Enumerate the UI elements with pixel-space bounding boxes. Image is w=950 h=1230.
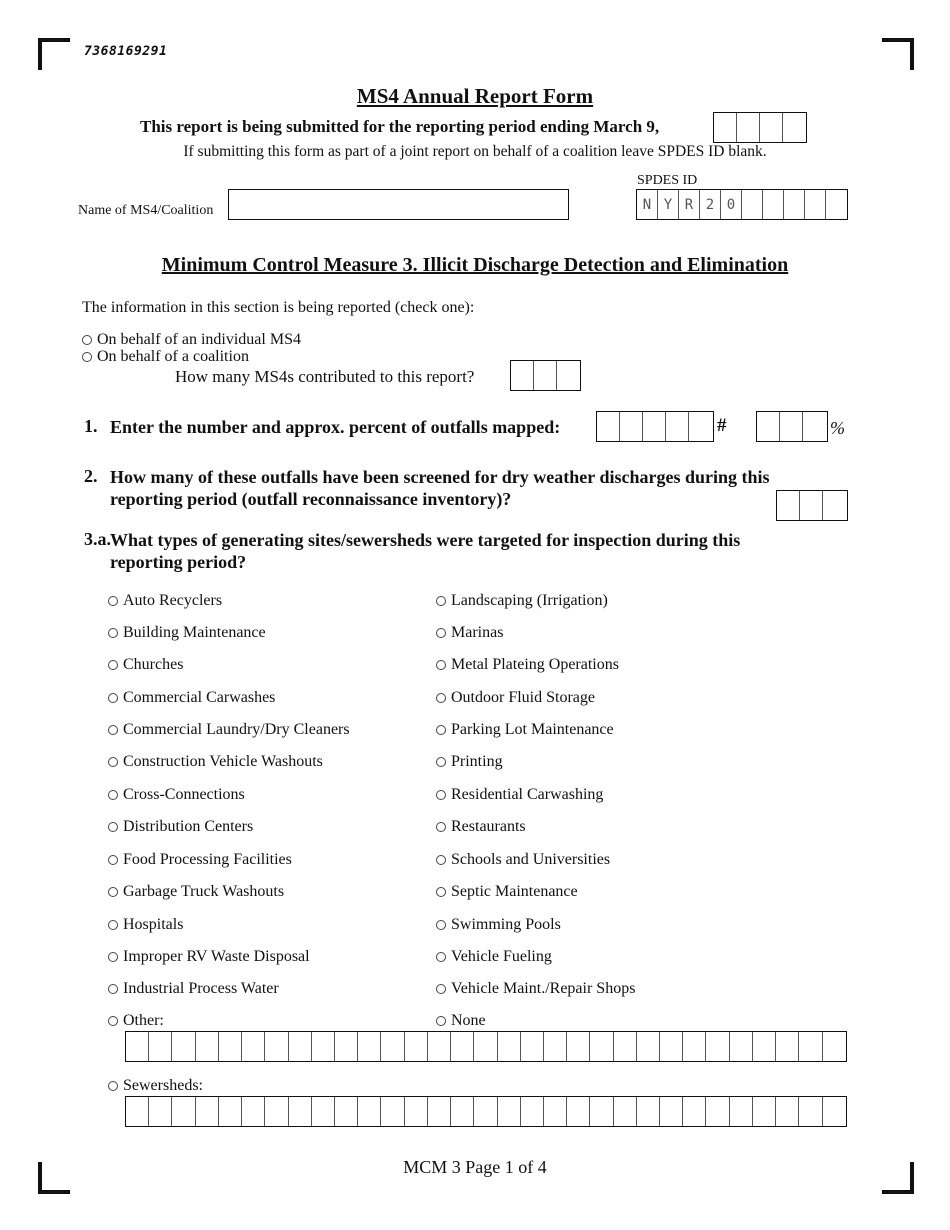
char-box[interactable] [590,1032,613,1061]
option-label: Commercial Laundry/Dry Cleaners [123,721,350,738]
radio-icon[interactable] [436,822,446,832]
radio-icon[interactable] [108,757,118,767]
site-option[interactable] [436,980,635,998]
char-box[interactable] [335,1032,358,1061]
radio-icon[interactable] [436,725,446,735]
digit-box[interactable] [597,412,620,441]
radio-icon[interactable] [436,660,446,670]
char-box[interactable] [265,1097,288,1126]
reporting-year-field[interactable] [713,112,807,143]
radio-icon[interactable] [108,693,118,703]
site-option[interactable] [108,753,323,771]
char-box[interactable] [730,1032,753,1061]
option-label: Outdoor Fluid Storage [451,689,595,706]
spdes-char-box: 0 [721,190,742,219]
site-option[interactable] [436,624,503,642]
char-box[interactable] [660,1097,683,1126]
radio-icon[interactable] [436,920,446,930]
char-box[interactable] [637,1032,660,1061]
option-label: Marinas [451,624,504,641]
site-option[interactable] [436,656,619,674]
spdes-char-box[interactable] [742,190,763,219]
option-label: Distribution Centers [123,818,254,835]
char-box[interactable] [753,1097,776,1126]
char-box[interactable] [289,1032,312,1061]
char-box[interactable] [823,1032,846,1061]
question-2-number: 2. [84,466,98,486]
site-option[interactable] [108,786,245,804]
form-title: MS4 Annual Report Form [356,84,594,108]
radio-icon[interactable] [108,790,118,800]
char-box[interactable] [428,1032,451,1061]
other-text-field[interactable] [125,1031,847,1062]
digit-box[interactable] [511,361,534,390]
radio-icon[interactable] [108,984,118,994]
digit-box[interactable] [666,412,689,441]
char-box[interactable] [614,1097,637,1126]
char-box[interactable] [242,1032,265,1061]
spdes-id-label: SPDES ID [637,173,698,188]
char-box[interactable] [776,1097,799,1126]
char-box[interactable] [544,1097,567,1126]
char-box[interactable] [521,1097,544,1126]
option-label: Restaurants [451,818,526,835]
site-option[interactable] [436,883,578,901]
char-box[interactable] [289,1097,312,1126]
ms4-name-input[interactable] [228,189,569,220]
radio-icon[interactable] [436,1016,446,1026]
digit-box[interactable] [800,491,823,520]
option-label: Hospitals [123,916,184,933]
radio-icon[interactable] [108,887,118,897]
option-label: None [451,1012,486,1029]
char-box[interactable] [498,1032,521,1061]
char-box[interactable] [219,1032,242,1061]
char-box[interactable] [544,1032,567,1061]
option-label: Septic Maintenance [451,883,578,900]
char-box[interactable] [451,1032,474,1061]
char-box[interactable] [474,1097,497,1126]
option-label: Landscaping (Irrigation) [451,592,608,609]
site-option[interactable] [436,948,552,966]
char-box[interactable] [149,1097,172,1126]
percent-sign: % [830,418,845,438]
option-label: Food Processing Facilities [123,851,292,868]
outfalls-mapped-percent-field[interactable] [756,411,828,442]
outfalls-mapped-number-field[interactable] [596,411,714,442]
digit-box[interactable] [823,491,847,520]
digit-box[interactable] [757,412,780,441]
spdes-id-field[interactable] [636,189,848,220]
site-option[interactable] [436,689,595,707]
char-box[interactable] [706,1097,729,1126]
option-label: On behalf of an individual MS4 [97,331,301,348]
site-option[interactable] [108,851,292,869]
char-box[interactable] [428,1097,451,1126]
site-option-sewersheds[interactable] [108,1077,203,1095]
spdes-char-box: N [637,190,658,219]
option-label: Parking Lot Maintenance [451,721,614,738]
site-option[interactable] [436,851,610,869]
site-option[interactable] [436,818,526,836]
option-label: Vehicle Fueling [451,948,552,965]
radio-icon[interactable] [436,693,446,703]
outfalls-screened-field[interactable] [776,490,848,521]
char-box[interactable] [196,1032,219,1061]
char-box[interactable] [660,1032,683,1061]
char-box[interactable] [451,1097,474,1126]
site-option-none[interactable] [436,1012,486,1030]
char-box[interactable] [126,1097,149,1126]
char-box[interactable] [358,1032,381,1061]
char-box[interactable] [498,1097,521,1126]
site-option[interactable] [436,786,603,804]
digit-box[interactable] [620,412,643,441]
question-2-text: How many of these outfalls have been screened for dry weather discharges during this reporting period (outfall reconnaissance inventory)? [110,467,770,509]
radio-icon[interactable] [108,1081,118,1091]
option-label: Industrial Process Water [123,980,279,997]
option-label: Construction Vehicle Washouts [123,753,323,770]
site-option[interactable] [436,916,561,934]
option-label: Swimming Pools [451,916,561,933]
char-box[interactable] [149,1032,172,1061]
site-option[interactable] [108,624,266,642]
digit-box[interactable] [803,412,827,441]
radio-icon[interactable] [436,596,446,606]
radio-icon[interactable] [108,952,118,962]
site-option[interactable] [108,883,284,901]
char-box[interactable] [637,1097,660,1126]
site-option[interactable] [436,721,614,739]
char-box[interactable] [590,1097,613,1126]
option-label: Building Maintenance [123,624,266,641]
option-label: Improper RV Waste Disposal [123,948,310,965]
char-box[interactable] [776,1032,799,1061]
radio-icon[interactable] [108,822,118,832]
year-digit-box[interactable] [783,113,806,142]
site-option[interactable] [108,818,253,836]
option-label: Garbage Truck Washouts [123,883,285,900]
radio-icon[interactable] [82,352,92,362]
digit-box[interactable] [534,361,557,390]
radio-icon[interactable] [436,855,446,865]
digit-box[interactable] [689,412,713,441]
number-sign: # [717,415,727,436]
year-digit-box[interactable] [760,113,783,142]
site-option[interactable] [436,753,503,771]
site-option[interactable] [108,948,310,966]
radio-icon[interactable] [108,628,118,638]
char-box[interactable] [567,1032,590,1061]
option-label: Metal Plateing Operations [451,656,619,673]
radio-icon[interactable] [108,1016,118,1026]
option-label: Schools and Universities [451,851,611,868]
corner-mark-top-left [38,38,70,70]
char-box[interactable] [381,1097,404,1126]
char-box[interactable] [823,1097,846,1126]
spdes-char-box[interactable] [784,190,805,219]
question-1-text: Enter the number and approx. percent of outfalls mapped: [110,417,561,437]
radio-icon[interactable] [82,335,92,345]
char-box[interactable] [799,1032,822,1061]
spdes-char-box[interactable] [826,190,847,219]
radio-icon[interactable] [108,725,118,735]
site-option[interactable] [108,689,275,707]
char-box[interactable] [405,1097,428,1126]
spdes-char-box[interactable] [763,190,784,219]
char-box[interactable] [730,1097,753,1126]
info-text: The information in this section is being reported (check one): [82,299,475,316]
option-label: On behalf of a coalition [97,348,249,365]
question-3a-number: 3.a. [84,529,111,549]
char-box[interactable] [474,1032,497,1061]
sewersheds-text-field[interactable] [125,1096,847,1127]
radio-icon[interactable] [108,920,118,930]
how-many-ms4s-label: How many MS4s contributed to this report? [175,367,475,386]
site-option[interactable] [108,916,183,934]
char-box[interactable] [196,1097,219,1126]
char-box[interactable] [219,1097,242,1126]
radio-icon[interactable] [436,628,446,638]
option-label: Other: [123,1012,164,1029]
option-label: Cross-Connections [123,786,245,803]
radio-icon[interactable] [436,887,446,897]
spdes-char-box: Y [658,190,679,219]
char-box[interactable] [614,1032,637,1061]
char-box[interactable] [335,1097,358,1126]
site-option[interactable] [108,656,183,674]
ms4-name-label: Name of MS4/Coalition [78,203,214,218]
option-label: Sewersheds: [123,1077,203,1094]
radio-icon[interactable] [108,855,118,865]
char-box[interactable] [172,1032,195,1061]
option-label: Churches [123,656,184,673]
page-footer: MCM 3 Page 1 of 4 [403,1157,547,1177]
char-box[interactable] [567,1097,590,1126]
option-label: Printing [451,753,503,770]
spdes-char-box: 2 [700,190,721,219]
char-box[interactable] [521,1032,544,1061]
digit-box[interactable] [777,491,800,520]
site-option-other[interactable] [108,1012,164,1030]
option-label: Auto Recyclers [123,592,223,609]
question-3a-text: What types of generating sites/sewersheds were targeted for inspection during this reporting period? [110,530,741,572]
char-box[interactable] [242,1097,265,1126]
option-label: Commercial Carwashes [123,689,276,706]
option-coalition[interactable] [82,348,249,366]
question-1-number: 1. [84,416,98,436]
char-box[interactable] [312,1097,335,1126]
site-option[interactable] [108,980,279,998]
radio-icon[interactable] [108,596,118,606]
spdes-char-box[interactable] [805,190,826,219]
spdes-char-box: R [679,190,700,219]
char-box[interactable] [683,1032,706,1061]
char-box[interactable] [312,1032,335,1061]
radio-icon[interactable] [436,984,446,994]
char-box[interactable] [683,1097,706,1126]
year-digit-box[interactable] [714,113,737,142]
char-box[interactable] [358,1097,381,1126]
char-box[interactable] [126,1032,149,1061]
digit-box[interactable] [557,361,580,390]
option-individual-ms4[interactable] [82,331,301,349]
site-option[interactable] [436,592,608,610]
radio-icon[interactable] [436,757,446,767]
radio-icon[interactable] [436,790,446,800]
digit-box[interactable] [643,412,666,441]
option-label: Vehicle Maint./Repair Shops [451,980,636,997]
char-box[interactable] [381,1032,404,1061]
char-box[interactable] [172,1097,195,1126]
site-option[interactable] [108,592,222,610]
char-box[interactable] [753,1032,776,1061]
char-box[interactable] [799,1097,822,1126]
section-title: Minimum Control Measure 3. Illicit Discharge Detection and Elimination [161,254,789,276]
char-box[interactable] [405,1032,428,1061]
ms4-count-field[interactable] [510,360,581,391]
radio-icon[interactable] [436,952,446,962]
char-box[interactable] [706,1032,729,1061]
year-digit-box[interactable] [737,113,760,142]
reporting-period-text: This report is being submitted for the reporting period ending March 9, [140,117,660,136]
coalition-note: If submitting this form as part of a joint report on behalf of a coalition leave SPDES ID blank. [183,143,767,160]
option-label: Residential Carwashing [451,786,604,803]
corner-mark-top-right [882,38,914,70]
site-option[interactable] [108,721,350,739]
form-id: 7368169291 [84,44,168,59]
char-box[interactable] [265,1032,288,1061]
digit-box[interactable] [780,412,803,441]
radio-icon[interactable] [108,660,118,670]
